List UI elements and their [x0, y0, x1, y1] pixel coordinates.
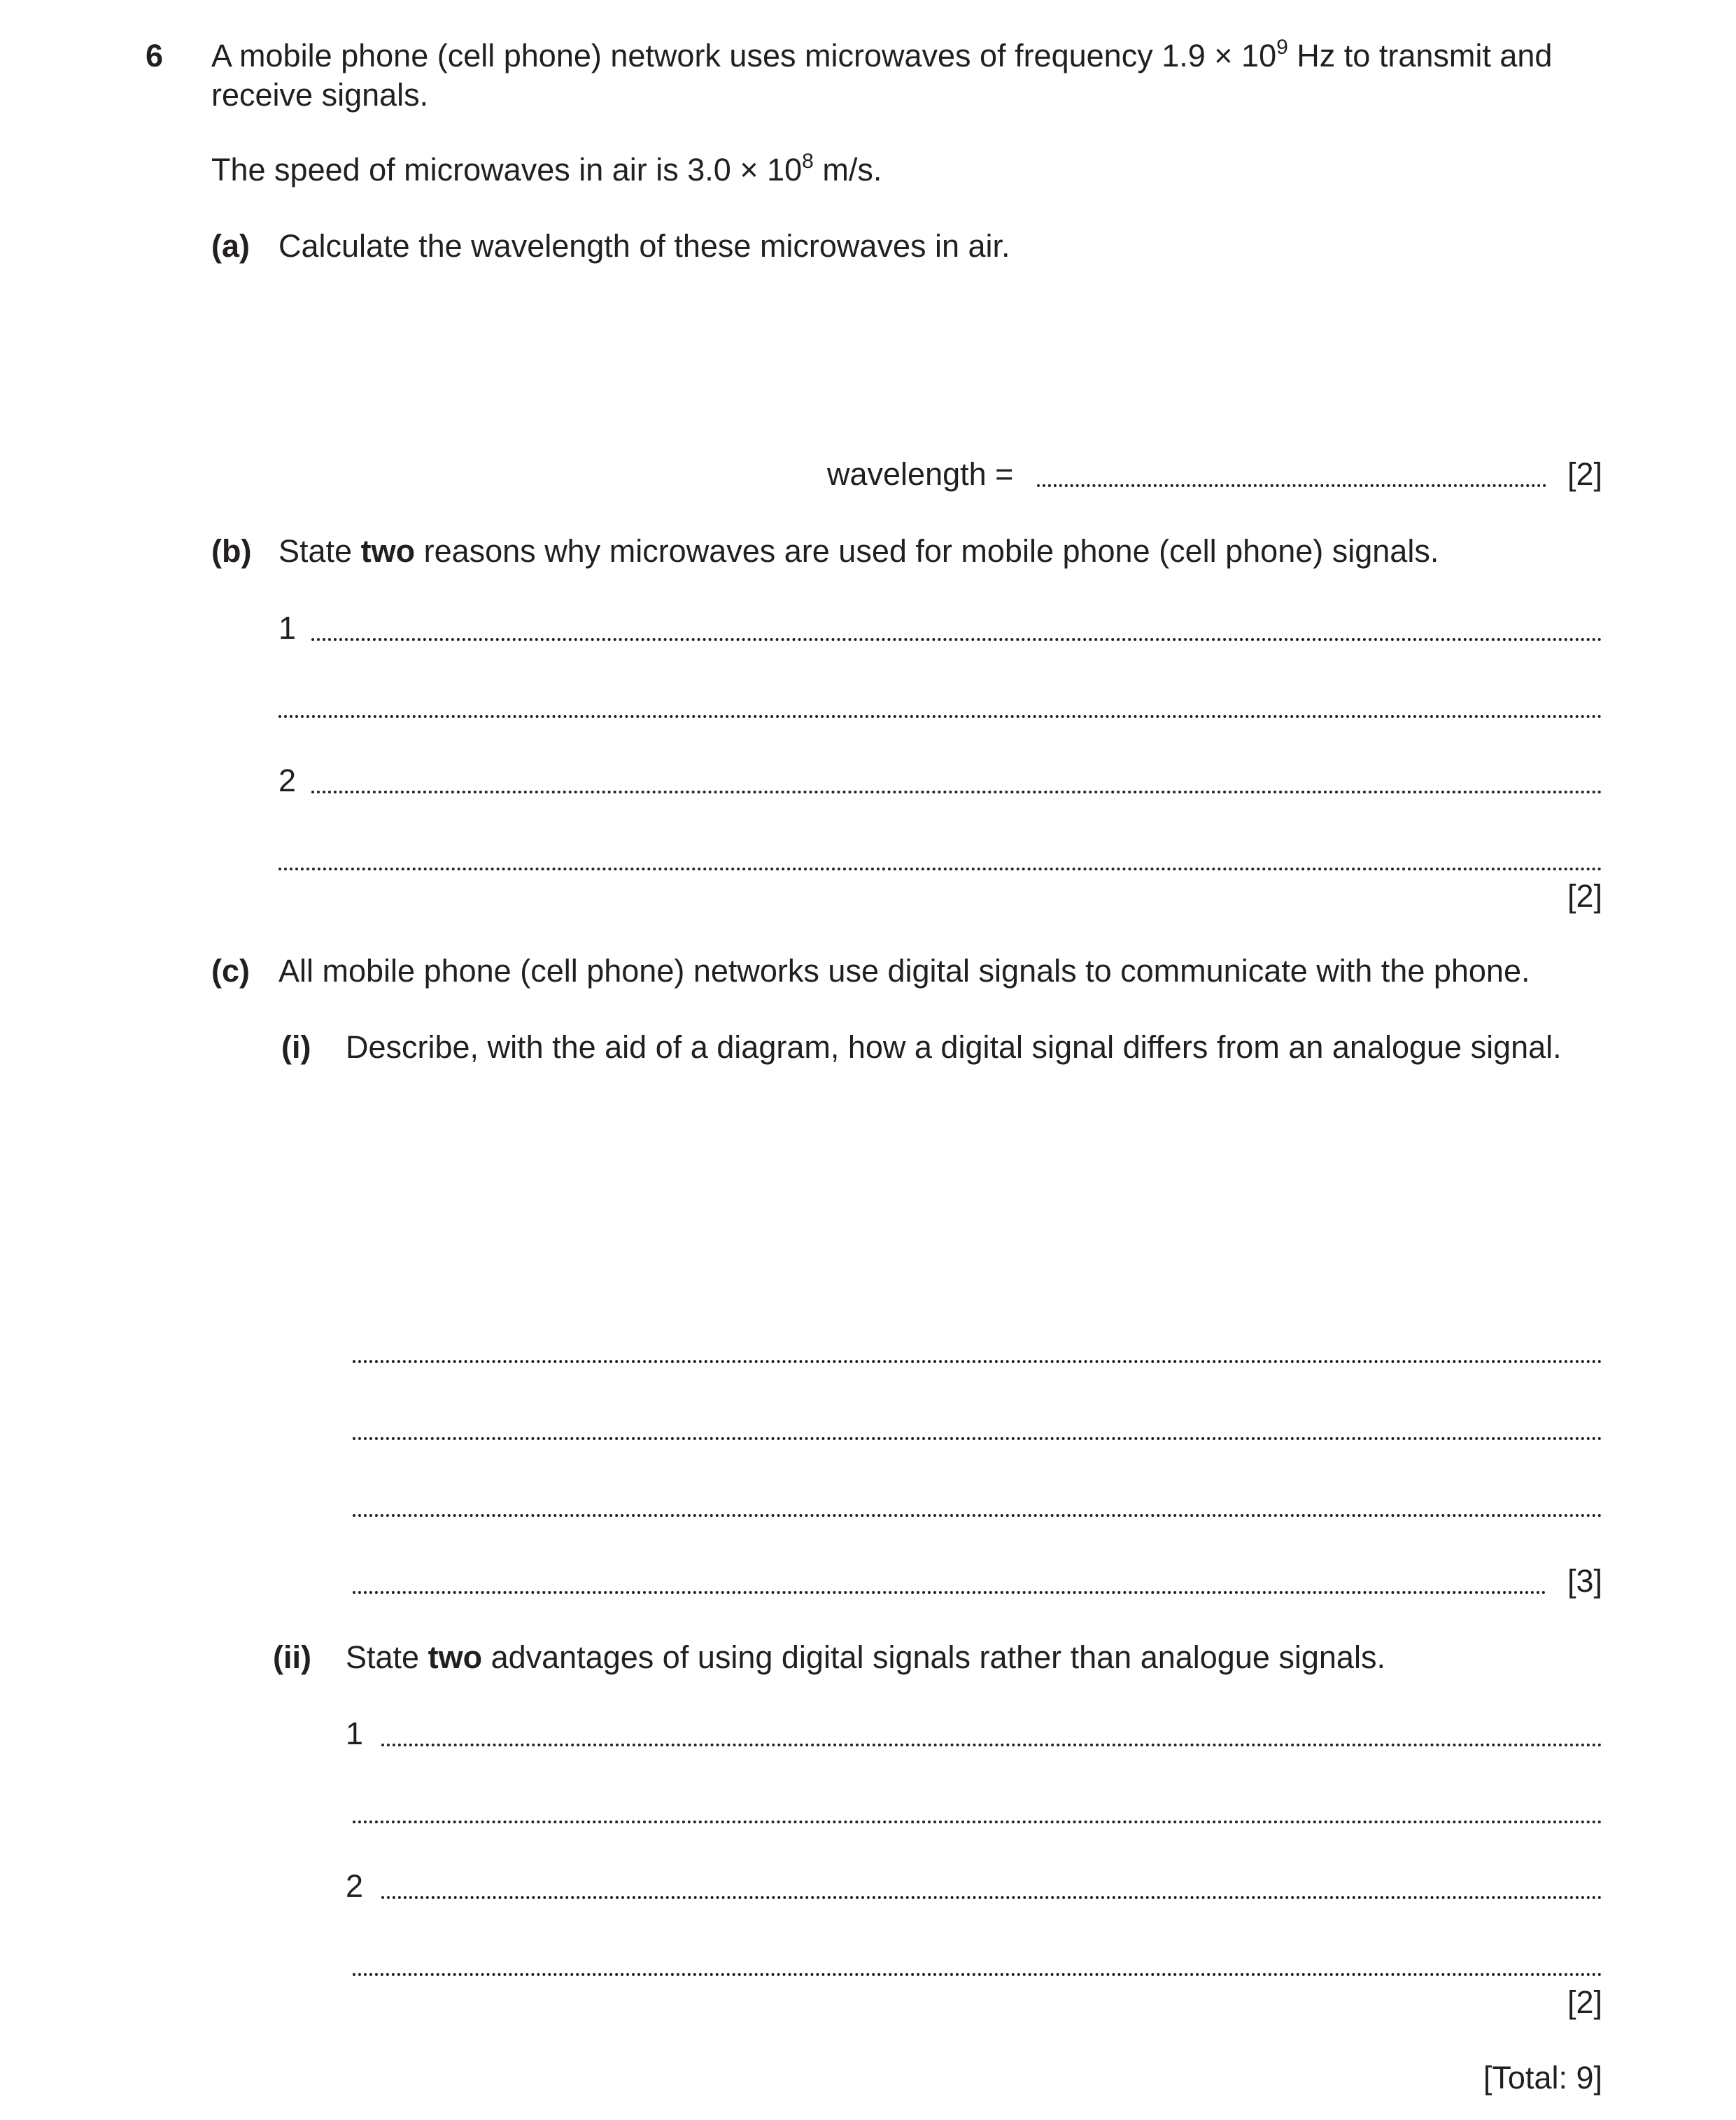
part-c-ii-label: (ii) — [273, 1639, 311, 1675]
part-c-label: (c) — [211, 953, 250, 989]
part-c-text: All mobile phone (cell phone) networks use digital signals to communicate with the phone. — [278, 953, 1530, 989]
part-a-marks: [2] — [1567, 456, 1602, 492]
part-c-i-answer-line-3[interactable] — [353, 1514, 1602, 1517]
part-b-text-bold: two — [360, 533, 416, 569]
part-b-item-2-number: 2 — [278, 763, 297, 798]
part-a-text: Calculate the wavelength of these microwaves in air. — [278, 228, 1010, 264]
stem-exponent: 9 — [1276, 36, 1288, 59]
speed-text-b: m/s. — [822, 152, 882, 188]
wavelength-label: wavelength = — [827, 456, 1014, 492]
part-b-text — [278, 532, 1439, 571]
part-c-i-marks: [3] — [1567, 1563, 1602, 1599]
wavelength-answer-line[interactable] — [1037, 484, 1546, 487]
part-b-answer-line-2[interactable] — [278, 715, 1602, 718]
part-b-text-after: reasons why microwaves are used for mobile phone (cell phone) signals. — [423, 533, 1439, 569]
part-b-text-before: State — [278, 533, 353, 569]
part-c-ii-text — [346, 1638, 1385, 1677]
part-a-label: (a) — [211, 228, 250, 264]
stem-text-a: A mobile phone (cell phone) network uses microwaves of frequency 1.9 × 10 — [211, 38, 1277, 73]
part-b-answer-line-1[interactable] — [311, 638, 1602, 641]
part-b-answer-line-3[interactable] — [311, 791, 1602, 793]
part-c-i-label: (i) — [281, 1029, 311, 1065]
part-c-i-answer-line-2[interactable] — [353, 1437, 1602, 1440]
part-c-i-answer-line-4[interactable] — [353, 1591, 1546, 1594]
part-c-ii-answer-line-3[interactable] — [381, 1896, 1602, 1899]
question-number: 6 — [146, 38, 164, 73]
part-c-ii-item-1-number: 1 — [346, 1716, 364, 1751]
total-marks: [Total: 9] — [1483, 2060, 1602, 2096]
speed-statement — [211, 150, 882, 190]
part-c-ii-answer-line-1[interactable] — [381, 1744, 1602, 1746]
stem-text-b: Hz to transmit and — [1297, 38, 1553, 73]
part-b-answer-line-4[interactable] — [278, 868, 1602, 870]
part-c-ii-text-after: advantages of using digital signals rather than analogue signals. — [491, 1639, 1385, 1675]
speed-text-a: The speed of microwaves in air is 3.0 × 10 — [211, 152, 803, 188]
part-b-marks: [2] — [1567, 878, 1602, 914]
part-b-label: (b) — [211, 533, 252, 569]
part-c-ii-marks: [2] — [1567, 1984, 1602, 2020]
speed-exponent: 8 — [802, 150, 814, 173]
part-c-ii-answer-line-2[interactable] — [353, 1821, 1602, 1823]
part-b-item-1-number: 1 — [278, 610, 297, 646]
part-c-ii-answer-line-4[interactable] — [353, 1973, 1602, 1976]
part-c-i-text: Describe, with the aid of a diagram, how a digital signal differs from an analogue signal. — [346, 1029, 1562, 1065]
question-stem-line-1 — [211, 36, 1552, 76]
part-c-ii-item-2-number: 2 — [346, 1868, 364, 1904]
question-stem-line-2: receive signals. — [211, 77, 429, 113]
part-c-ii-text-before: State — [346, 1639, 420, 1675]
part-c-i-answer-line-1[interactable] — [353, 1360, 1602, 1363]
part-c-ii-text-bold: two — [428, 1639, 483, 1675]
